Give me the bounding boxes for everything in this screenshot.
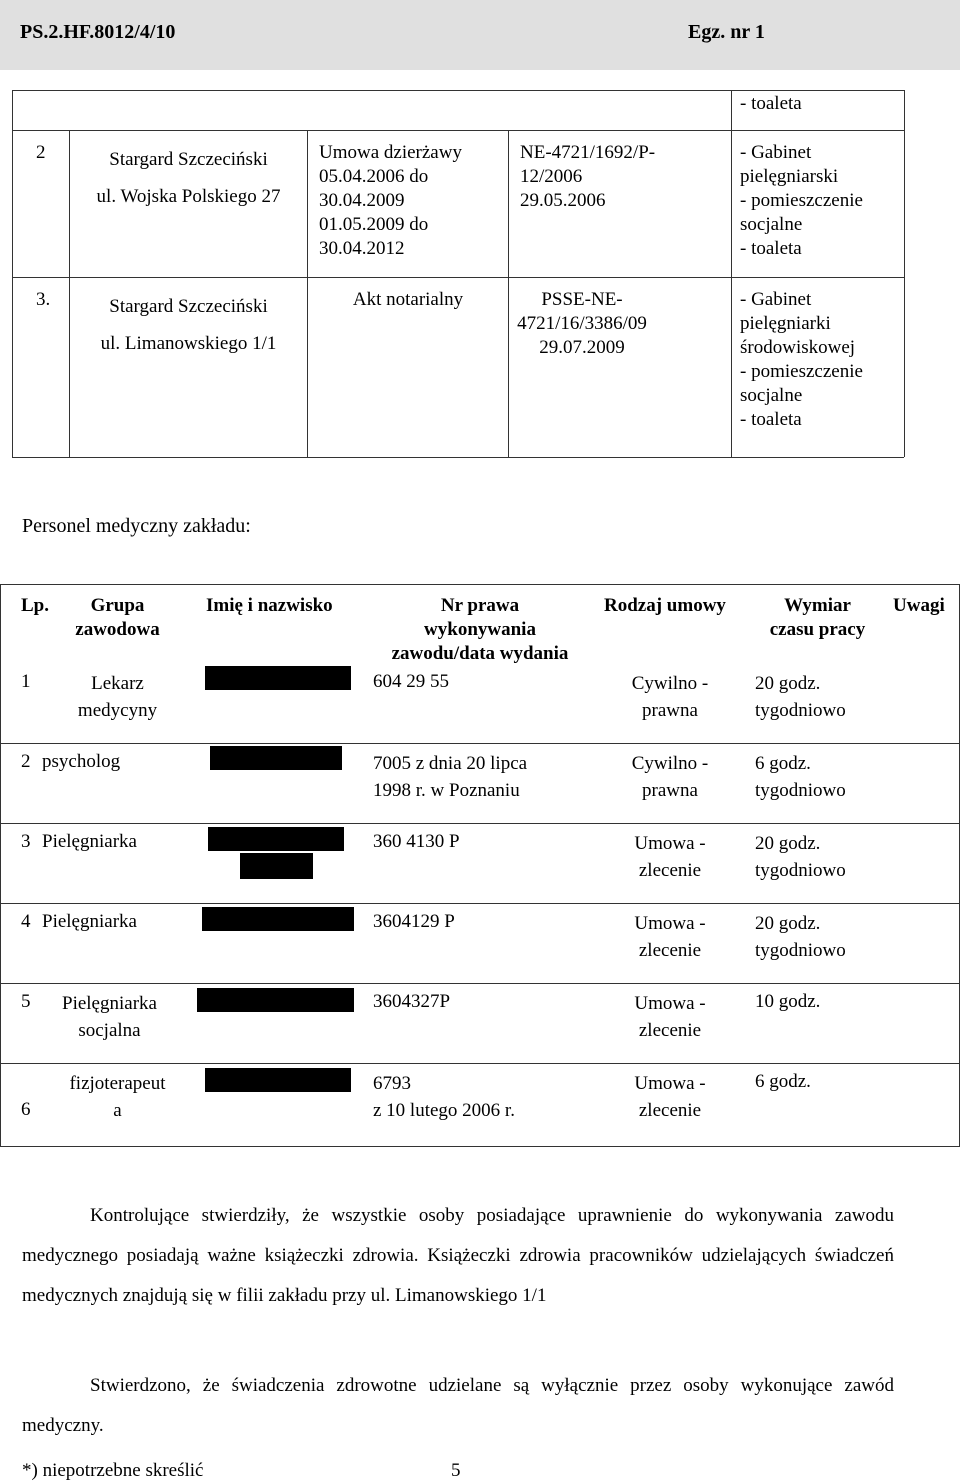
- staff-license: 360 4130 P: [373, 831, 460, 852]
- staff-license: 3604327P: [373, 991, 451, 1012]
- staff-group: Lekarz medycyny: [77, 673, 158, 721]
- staff-contract: Umowa - zlecenie: [634, 1073, 706, 1121]
- redacted-name: [240, 853, 313, 879]
- premises-decision: PSSE-NE- 4721/16/3386/09 29.07.2009: [517, 289, 647, 358]
- staff-group: Pielęgniarka: [42, 911, 137, 932]
- staff-contract: Umowa - zlecenie: [634, 993, 706, 1041]
- premises-lp: 3.: [36, 289, 51, 310]
- redacted-name: [197, 988, 354, 1012]
- staff-group: Pielęgniarka: [42, 831, 137, 852]
- premises-facilities: - Gabinet pielęgniarski - pomieszczenie socjalne - toaleta: [740, 142, 863, 259]
- header-contract: Rodzaj umowy: [604, 595, 726, 616]
- premises-top-facilities: - toaleta: [740, 93, 802, 114]
- premises-address: Stargard Szczeciński ul. Limanowskiego 1/1: [100, 296, 277, 354]
- section-title: Personel medyczny zakładu:: [22, 515, 251, 537]
- copy-number: Egz. nr 1: [688, 21, 765, 43]
- redacted-name: [205, 666, 351, 690]
- staff-license: 3604129 P: [373, 911, 455, 932]
- premises-title: Umowa dzierżawy 05.04.2006 do 30.04.2009 01.05.2009 do 30.04.2012: [319, 142, 462, 259]
- staff-license: 7005 z dnia 20 lipca 1998 r. w Poznaniu: [373, 753, 528, 801]
- staff-contract: Umowa - zlecenie: [634, 913, 706, 961]
- staff-hours: 6 godz. tygodniowo: [755, 753, 846, 801]
- staff-license: 6793 z 10 lutego 2006 r.: [373, 1073, 515, 1121]
- staff-lp: 2: [21, 751, 31, 772]
- page-number: 5: [451, 1460, 461, 1481]
- staff-hours: 10 godz.: [755, 991, 821, 1012]
- redacted-name: [208, 827, 344, 851]
- premises-address: Stargard Szczeciński ul. Wojska Polskiego 27: [96, 149, 281, 207]
- paragraph-health-books: Kontrolujące stwierdziły, że wszystkie osoby posiadające uprawnienie do wykonywania zawodu medycznego posiadają ważne książeczki zdrowia. Książeczki zdrowia pracowników udzielających świadczeń medycznych znajdują się w filii zakładu przy ul. Limanowskiego 1/1: [22, 1205, 894, 1306]
- redacted-name: [210, 746, 342, 770]
- staff-lp: 4: [21, 911, 31, 932]
- staff-lp: 6: [21, 1099, 31, 1120]
- paragraph-staff-qualifications: Stwierdzono, że świadczenia zdrowotne udzielane są wyłącznie przez osoby wykonujące zawód medyczny.: [22, 1375, 894, 1436]
- staff-license: 604 29 55: [373, 671, 449, 692]
- staff-contract: Cywilno - prawna: [631, 753, 709, 801]
- staff-lp: 5: [21, 991, 31, 1012]
- staff-hours: 6 godz.: [755, 1071, 811, 1092]
- header-license: Nr prawa wykonywania zawodu/data wydania: [391, 595, 569, 664]
- premises-title: Akt notarialny: [352, 289, 464, 310]
- staff-group: psycholog: [42, 751, 121, 772]
- staff-hours: 20 godz. tygodniowo: [755, 833, 846, 881]
- staff-group: fizjoterapeut a: [69, 1073, 166, 1121]
- redacted-name: [205, 1068, 351, 1092]
- header-notes: Uwagi: [893, 595, 945, 616]
- footnote: *) niepotrzebne skreślić: [22, 1460, 204, 1481]
- header-lp: Lp.: [21, 595, 49, 616]
- staff-contract: Umowa - zlecenie: [634, 833, 706, 881]
- staff-lp: 3: [21, 831, 31, 852]
- staff-hours: 20 godz. tygodniowo: [755, 673, 846, 721]
- document-reference: PS.2.HF.8012/4/10: [20, 21, 176, 43]
- premises-lp: 2: [36, 142, 46, 163]
- header-name: Imię i nazwisko: [206, 595, 333, 616]
- staff-group: Pielęgniarka socjalna: [62, 993, 157, 1041]
- staff-lp: 1: [21, 671, 31, 692]
- header-hours: Wymiar czasu pracy: [769, 595, 866, 640]
- premises-facilities: - Gabinet pielęgniarki środowiskowej - pomieszczenie socjalne - toaleta: [740, 289, 863, 430]
- header-group: Grupa zawodowa: [75, 595, 160, 640]
- staff-contract: Cywilno - prawna: [631, 673, 709, 721]
- premises-decision: NE-4721/1692/P- 12/2006 29.05.2006: [520, 142, 656, 211]
- staff-hours: 20 godz. tygodniowo: [755, 913, 846, 961]
- redacted-name: [202, 907, 354, 931]
